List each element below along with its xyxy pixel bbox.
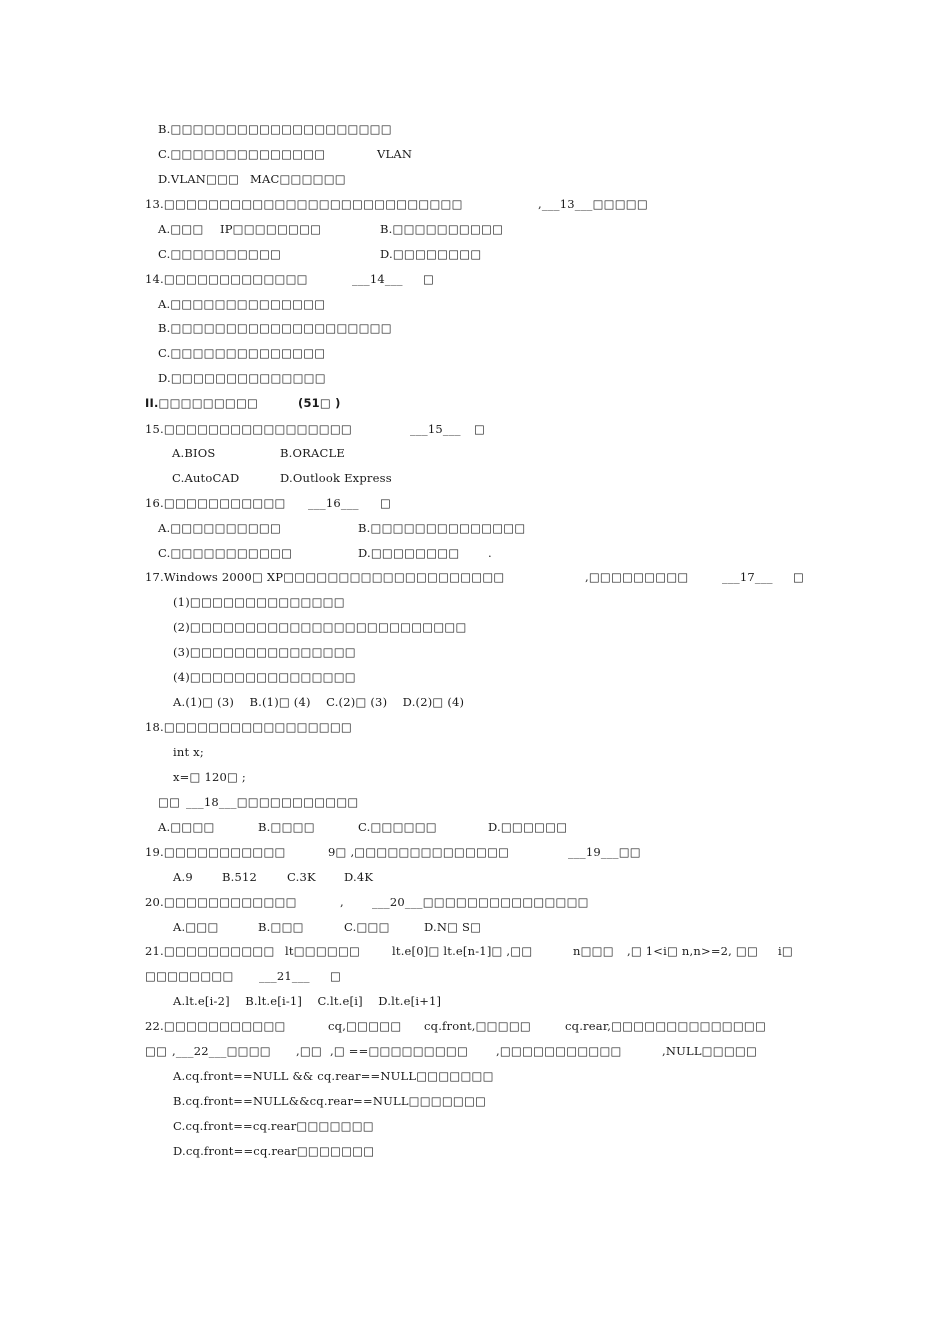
- question-20-blank: ___20___□□□□□□□□□□□□□□□: [372, 895, 589, 909]
- question-18-option-b: B.□□□□: [258, 820, 315, 834]
- question-15-option-d: D.Outlook Express: [280, 471, 392, 485]
- question-22-stem-7: ,□ ==□□□□□□□□□: [330, 1044, 469, 1058]
- option-d-prev-term: MAC□□□□□□: [250, 172, 346, 186]
- question-19-option-b: B.512: [222, 870, 258, 884]
- question-16-blank: ___16___: [308, 496, 359, 510]
- question-14-option-b: B.□□□□□□□□□□□□□□□□□□□□: [158, 321, 392, 335]
- question-20-option-c: C.□□□: [344, 920, 390, 934]
- question-16-option-d: D.□□□□□□□□: [358, 546, 460, 560]
- question-14-blank: ___14___: [352, 272, 403, 286]
- question-17-options: A.(1)□ (3) B.(1)□ (4) C.(2)□ (3) D.(2)□ (4): [173, 695, 465, 709]
- question-22-stem-8: ,□□□□□□□□□□□: [496, 1044, 622, 1058]
- question-13-option-a-term: IP□□□□□□□□: [220, 222, 322, 236]
- question-18-lead: □□: [158, 795, 181, 809]
- question-15-stem: 15.□□□□□□□□□□□□□□□□□: [145, 422, 353, 436]
- question-17-item-1: (1)□□□□□□□□□□□□□□: [173, 595, 345, 609]
- question-22-stem-9: ,NULL□□□□□: [662, 1044, 758, 1058]
- question-21-stem-2: lt□□□□□□: [285, 944, 361, 958]
- question-16-option-a: A.□□□□□□□□□□: [158, 521, 282, 535]
- question-16-end: □: [380, 496, 392, 510]
- section-2-heading: II.□□□□□□□□□: [145, 396, 259, 410]
- question-21-stem: 21.□□□□□□□□□□: [145, 944, 275, 958]
- question-22-option-d: D.cq.front==cq.rear□□□□□□□: [173, 1144, 375, 1158]
- question-21-stem-6: i□: [778, 944, 793, 958]
- question-15-option-b: B.ORACLE: [280, 446, 345, 460]
- option-c-prev: C.□□□□□□□□□□□□□□: [158, 147, 326, 161]
- question-20-option-b: B.□□□: [258, 920, 304, 934]
- question-22-stem-6: ,□□: [296, 1044, 322, 1058]
- question-13-option-c: C.□□□□□□□□□□: [158, 247, 282, 261]
- question-22-stem-3: cq.front,□□□□□: [424, 1019, 531, 1033]
- question-14-end: □: [423, 272, 435, 286]
- question-19-option-d: D.4K: [344, 870, 374, 884]
- question-13-option-b: B.□□□□□□□□□□: [380, 222, 504, 236]
- question-22-stem-4: cq.rear,□□□□□□□□□□□□□□: [565, 1019, 767, 1033]
- question-19-blank: ___19___□□: [568, 845, 641, 859]
- question-14-stem: 14.□□□□□□□□□□□□□: [145, 272, 308, 286]
- question-13-option-a: A.□□□: [158, 222, 204, 236]
- question-21-stem-7: □□□□□□□□: [145, 969, 234, 983]
- question-18-option-a: A.□□□□: [158, 820, 215, 834]
- question-16-dot: .: [488, 546, 492, 560]
- question-17-stem-2: ,□□□□□□□□□: [585, 570, 689, 584]
- question-17-item-2: (2)□□□□□□□□□□□□□□□□□□□□□□□□□: [173, 620, 467, 634]
- question-22-stem: 22.□□□□□□□□□□□: [145, 1019, 286, 1033]
- question-18-option-c: C.□□□□□□: [358, 820, 437, 834]
- option-c-prev-term: VLAN: [377, 147, 413, 161]
- question-20-stem: 20.□□□□□□□□□□□□: [145, 895, 297, 909]
- option-d-prev: D.VLAN□□□: [158, 172, 240, 186]
- question-13-stem: 13.□□□□□□□□□□□□□□□□□□□□□□□□□□□: [145, 197, 463, 211]
- question-15-option-a: A.BIOS: [172, 446, 216, 460]
- question-18-blank: ___18___□□□□□□□□□□□: [186, 795, 359, 809]
- question-19-option-a: A.9: [173, 870, 193, 884]
- question-13-blank: ,___13___□□□□□: [538, 197, 648, 211]
- question-17-item-3: (3)□□□□□□□□□□□□□□□: [173, 645, 356, 659]
- question-14-option-a: A.□□□□□□□□□□□□□□: [158, 297, 326, 311]
- option-b-prev: B.□□□□□□□□□□□□□□□□□□□□: [158, 122, 392, 136]
- question-13-option-d: D.□□□□□□□□: [380, 247, 482, 261]
- question-16-option-b: B.□□□□□□□□□□□□□□: [358, 521, 526, 535]
- question-16-stem: 16.□□□□□□□□□□□: [145, 496, 286, 510]
- question-15-end: □: [474, 422, 486, 436]
- question-17-item-4: (4)□□□□□□□□□□□□□□□: [173, 670, 356, 684]
- question-18-code-1: int x;: [173, 745, 204, 759]
- question-21-stem-3: lt.e[0]□ lt.e[n-1]□ ,□□: [392, 944, 533, 958]
- question-22-blank: ,___22___□□□□: [172, 1044, 271, 1058]
- question-17-blank: ___17___: [722, 570, 773, 584]
- question-19-stem: 19.□□□□□□□□□□□: [145, 845, 286, 859]
- question-14-option-d: D.□□□□□□□□□□□□□□: [158, 371, 326, 385]
- question-21-stem-5: ,□ 1<i□ n,n>=2, □□: [627, 944, 759, 958]
- question-21-options: A.lt.e[i-2] B.lt.e[i-1] C.lt.e[i] D.lt.e[i+1]: [173, 994, 442, 1008]
- question-21-stem-4: n□□□: [573, 944, 614, 958]
- question-22-option-c: C.cq.front==cq.rear□□□□□□□: [173, 1119, 374, 1133]
- question-22-option-b: B.cq.front==NULL&&cq.rear==NULL□□□□□□□: [173, 1094, 487, 1108]
- question-15-blank: ___15___: [410, 422, 461, 436]
- question-16-option-c: C.□□□□□□□□□□□: [158, 546, 293, 560]
- question-22-option-a: A.cq.front==NULL && cq.rear==NULL□□□□□□□: [173, 1069, 494, 1083]
- question-15-option-c: C.AutoCAD: [172, 471, 240, 485]
- question-17-stem: 17.Windows 2000□ XP□□□□□□□□□□□□□□□□□□□□: [145, 570, 505, 584]
- question-22-stem-2: cq,□□□□□: [328, 1019, 402, 1033]
- question-21-blank: ___21___: [259, 969, 310, 983]
- question-18-stem: 18.□□□□□□□□□□□□□□□□□: [145, 720, 353, 734]
- question-20-comma: ,: [340, 895, 344, 909]
- question-18-option-d: D.□□□□□□: [488, 820, 568, 834]
- section-2-points: (51□ ): [298, 396, 341, 410]
- question-14-option-c: C.□□□□□□□□□□□□□□: [158, 346, 326, 360]
- question-20-option-a: A.□□□: [173, 920, 219, 934]
- question-19-stem-2: 9□ ,□□□□□□□□□□□□□□: [328, 845, 510, 859]
- question-19-option-c: C.3K: [287, 870, 316, 884]
- question-22-stem-5: □□: [145, 1044, 168, 1058]
- question-20-option-d: D.N□ S□: [424, 920, 482, 934]
- question-21-end: □: [330, 969, 342, 983]
- question-17-end: □: [793, 570, 805, 584]
- question-18-code-2: x=□ 120□ ;: [173, 770, 246, 784]
